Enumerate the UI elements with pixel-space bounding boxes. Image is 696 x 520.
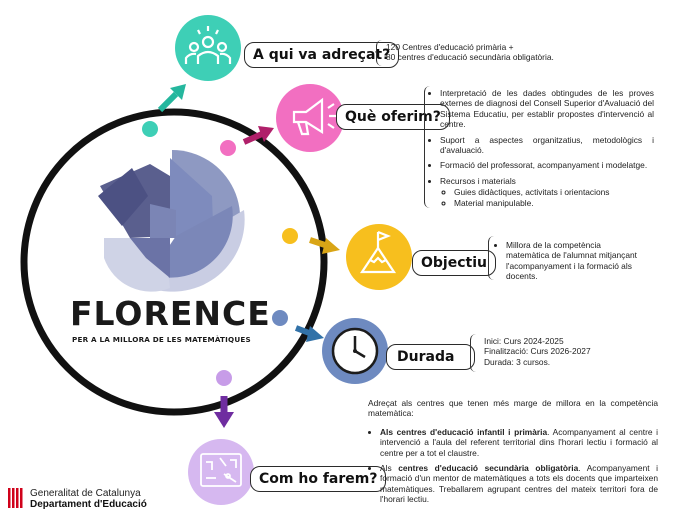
label-qui: A qui va adreçat? <box>244 42 399 68</box>
logo-subtitle: PER A LA MILLORA DE LES MATEMÀTIQUES <box>72 335 251 344</box>
oferim-item-label: Recursos i materials <box>440 175 516 186</box>
durada-line3: Durada: 3 cursos. <box>484 356 551 367</box>
text-qui <box>386 42 626 63</box>
circle-farem <box>188 439 254 505</box>
circle-oferim <box>276 84 344 152</box>
dot-objectiu <box>282 228 298 244</box>
dot-oferim <box>220 140 236 156</box>
dot-durada <box>272 310 288 326</box>
label-farem: Com ho farem? <box>250 466 386 492</box>
footer-departament: Departament d'Educació <box>30 499 147 510</box>
oferim-item: • Suport a aspectes organitzatius, metodològics i d'avaluació. <box>440 135 654 156</box>
text-objectiu <box>494 240 640 287</box>
label-oferim: Què oferim? <box>336 104 450 130</box>
text-durada <box>484 336 654 367</box>
farem-intro: Adreçat als centres que tenen més marge de millora en la competència matemàtica: <box>368 398 658 419</box>
arrow-qui <box>160 84 186 110</box>
oferim-item <box>440 176 654 208</box>
label-objectiu: Objectiu <box>412 250 496 276</box>
farem-item-primaria <box>380 427 658 458</box>
objectiu-item: • Millora de la competència matemàtica de l'alumnat mitjançant l'acompanyament i la formació als docents. <box>506 240 640 282</box>
clock-icon <box>333 329 377 373</box>
farem-item2-bold: centres d'educació secundària obligatòria <box>398 463 579 474</box>
florence-logo-graphic <box>98 150 245 292</box>
text-farem <box>368 398 658 510</box>
farem-item1-bold: Als centres d'educació infantil i primària <box>380 426 548 437</box>
footer-generalitat: Generalitat de Catalunya <box>30 488 141 499</box>
brace-durada <box>470 334 477 372</box>
text-qui-line1: 120 Centres d'educació primària + <box>386 42 514 52</box>
logo-title: FLORENCE <box>70 294 271 333</box>
farem-item-secundaria <box>380 463 658 505</box>
text-qui-line2: 80 centres d'educació secundària obligatòria. <box>386 52 554 63</box>
farem-item2-pre: Als <box>380 463 399 474</box>
dot-qui <box>142 121 158 137</box>
oferim-subitem: ◦ Guies didàctiques, activitats i orientacions <box>454 187 654 197</box>
durada-line2: Finalització: Curs 2026-2027 <box>484 346 591 357</box>
brace-qui <box>376 40 383 66</box>
oferim-item: • Formació del professorat, acompanyament i modelatge. <box>440 160 654 170</box>
durada-line1: Inici: Curs 2024-2025 <box>484 336 564 346</box>
oferim-subitem: ◦ Material manipulable. <box>454 198 654 208</box>
text-oferim <box>428 88 654 213</box>
farem-item2-rest: . Acompanyament i formació d'un mentor de matemàtiques a tots els docents que imparteixen matemàtiques. Treballarem agrupant centres del mateix territori fora de l'horari lectiu. <box>380 463 658 505</box>
oferim-item: • Interpretació de les dades obtingudes de les proves externes de diagnosi del Consell Superior d'Avaluació del Sistema Educatiu, per establir propostes d'intervenció al centre. <box>440 88 654 130</box>
farem-item1-rest: . Acompanyament al centre i intervenció a l'aula del referent territorial dins l'horari lectiu i formació al centre per a tot el claustre. <box>380 426 658 458</box>
gencat-logo-icon <box>8 488 23 508</box>
label-durada: Durada <box>386 344 475 370</box>
dot-farem <box>216 370 232 386</box>
